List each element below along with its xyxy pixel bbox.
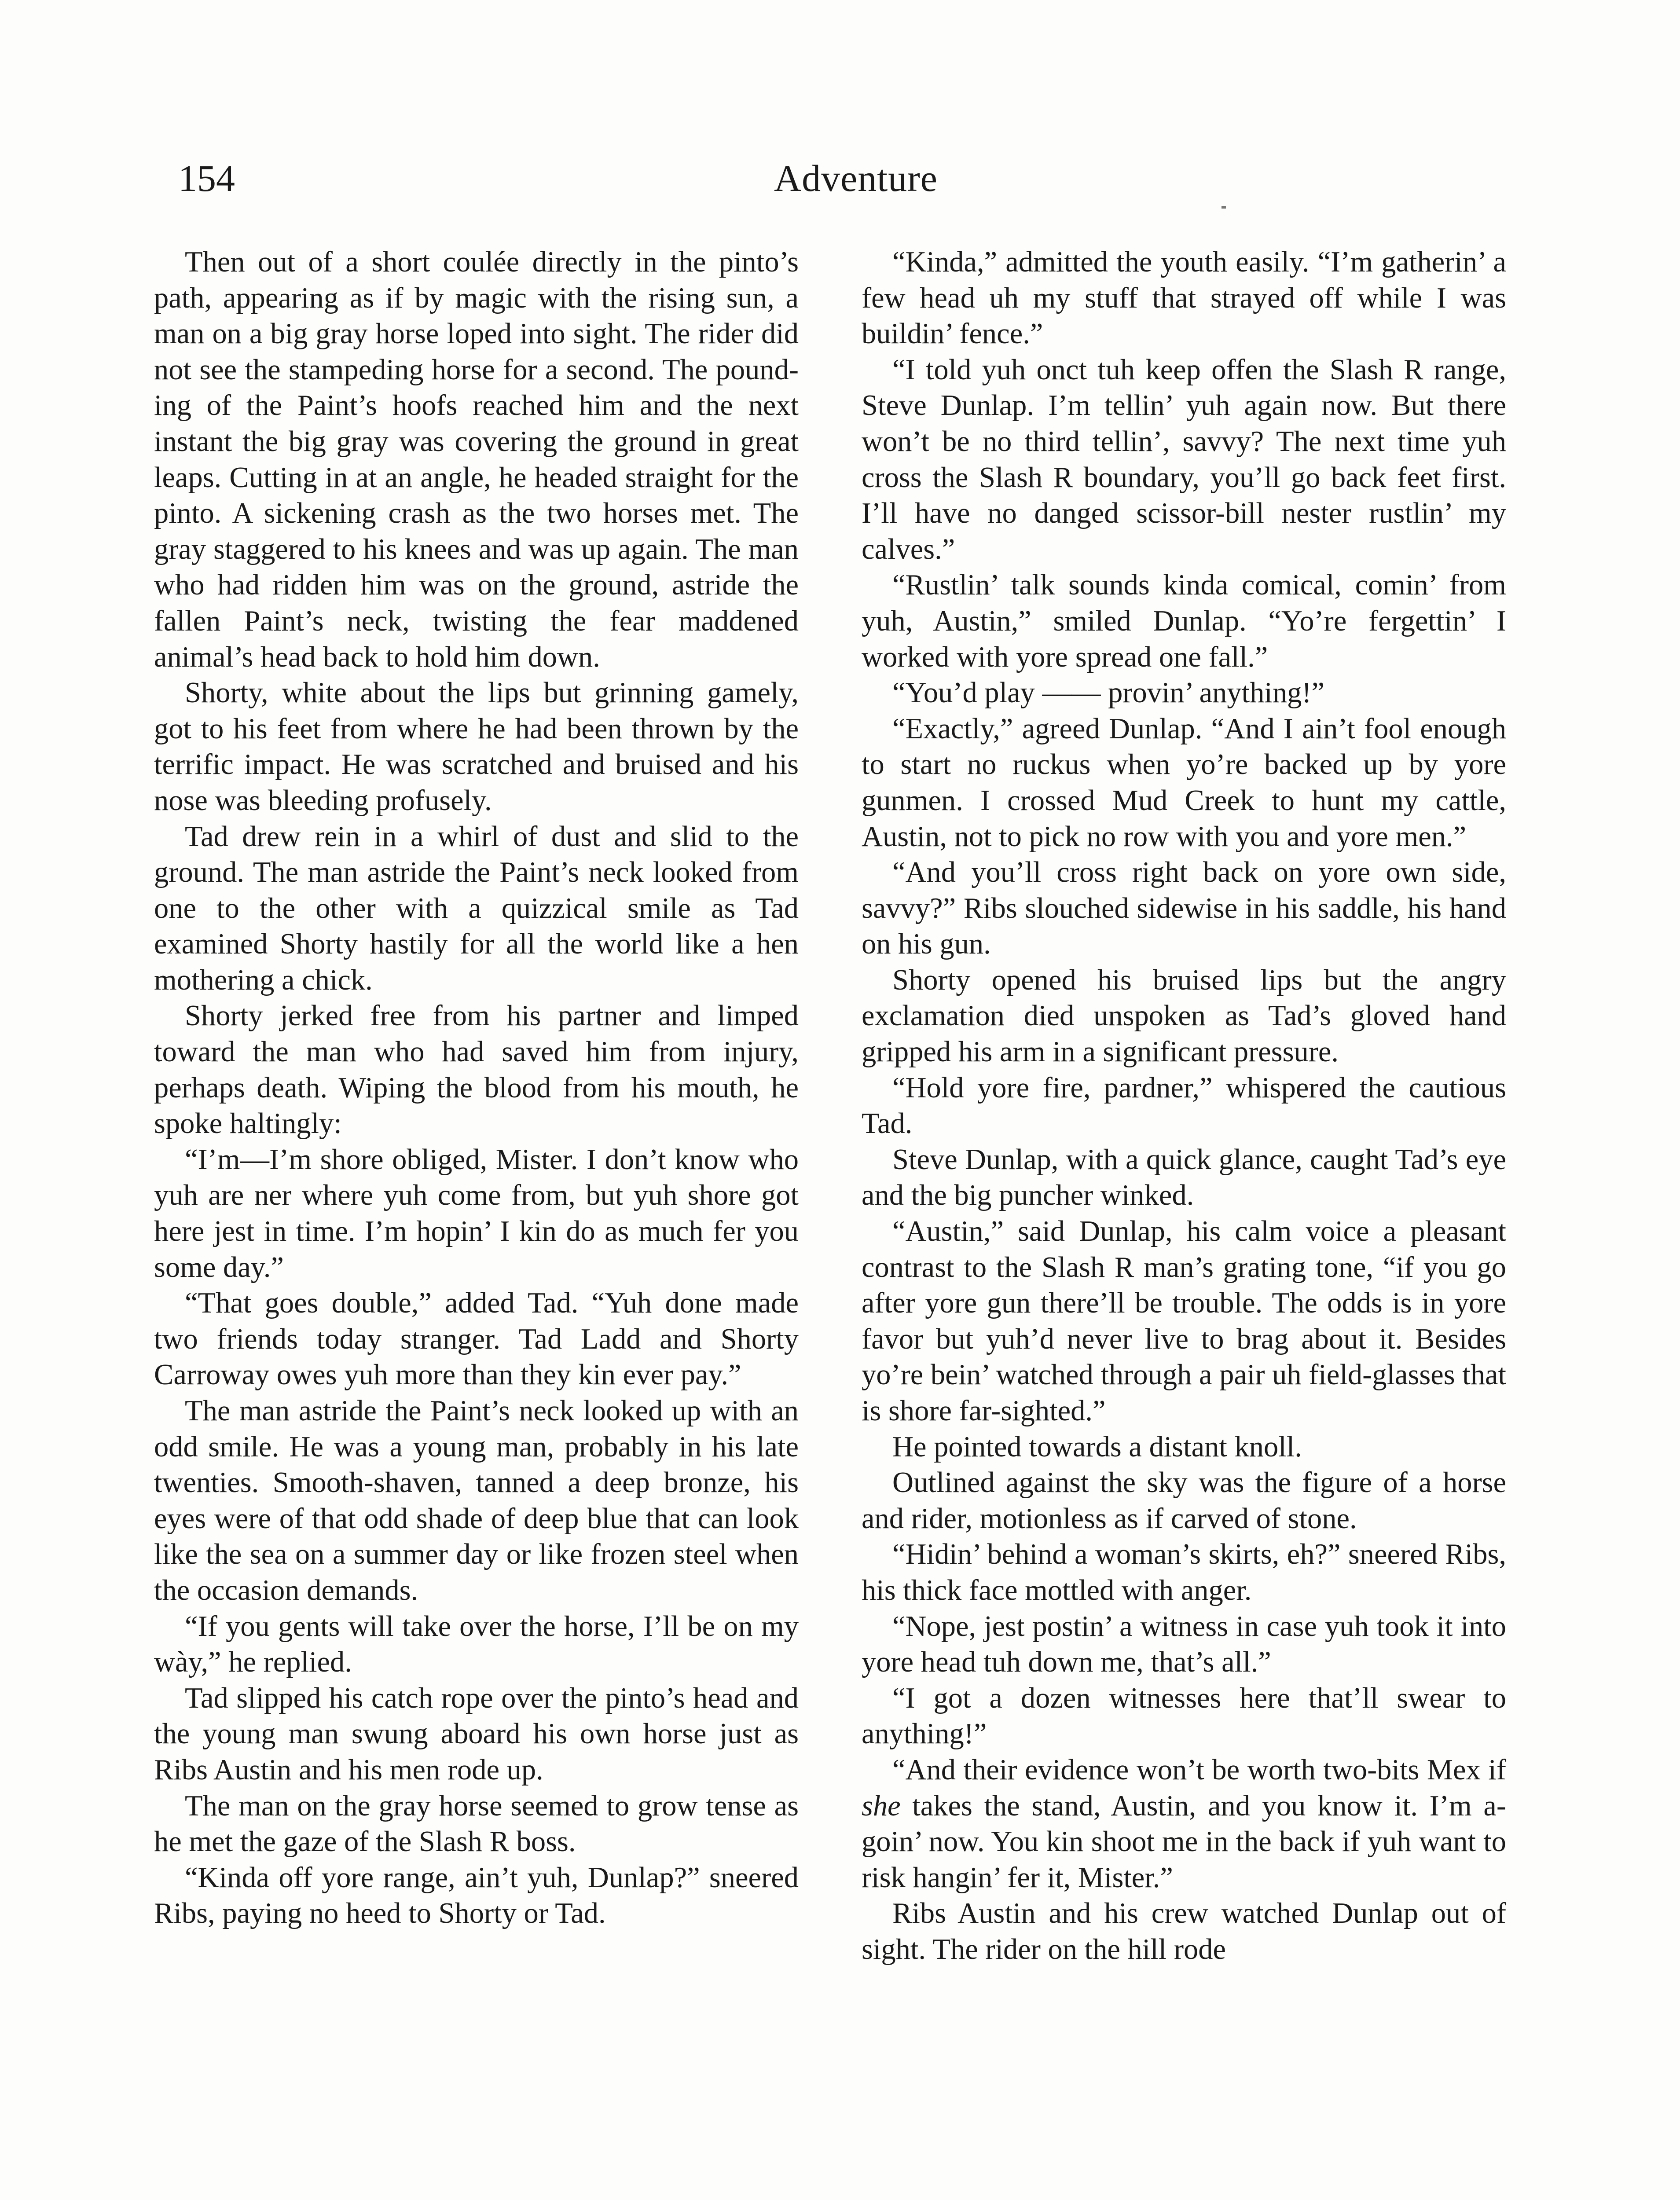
paragraph: The man astride the Paint’s neck looked up with an odd smile. He was a young man, probably in his late twenties. Smooth-shaven, tanned a deep bronze, his eyes were of that odd shade of deep blue that can look like the sea on a summer day or like frozen steel when the occasion demands.	[154, 1395, 799, 1606]
italic-emphasis-text: “And their evidence won’t be worth two-bits Mex if she takes the stand, Austin, and you know it. I’m a-goin’ now. You kin shoot me in the back if yuh want to risk hangin’ fer it, Mister.”	[862, 1753, 1506, 1894]
paragraph: Then out of a short coulée directly in the pinto’s path, appearing as if by magic with the rising sun, a man on a big gray horse loped into sight. The rider did not see the stampeding horse for a second. The pounding of the Paint’s hoofs reached him and the next instant the big gray was covering the ground in great leaps. Cutting in at an angle, he headed straight for the pinto. A sickening crash as the two horses met. The gray staggered to his knees and was up again. The man who had ridden him was on the ground, astride the fallen Paint’s neck, twisting the fear maddened animal’s head back to hold him down.	[154, 246, 799, 673]
magazine-title: Adventure	[774, 157, 938, 199]
paragraph: He pointed towards a distant knoll.	[892, 1430, 1302, 1463]
paragraph: “Hidin’ behind a woman’s skirts, eh?” sneered Ribs, his thick face mottled with anger.	[862, 1538, 1506, 1606]
italic-word: she	[862, 1789, 901, 1822]
paragraph: “Rustlin’ talk sounds kinda comical, comin’ from yuh, Austin,” smiled Dunlap. “Yo’re fergettin’ I worked with yore spread one fall.”	[862, 569, 1506, 673]
paragraph: Ribs Austin and his crew watched Dunlap out of sight. The rider on the hill rode	[862, 1897, 1506, 1965]
paragraph: Steve Dunlap, with a quick glance, caught Tad’s eye and the big puncher winked.	[862, 1143, 1506, 1212]
paragraph: The man on the gray horse seemed to grow tense as he met the gaze of the Slash R boss.	[154, 1789, 799, 1858]
paragraph: “Austin,” said Dunlap, his calm voice a pleasant contrast to the Slash R man’s grating tone, “if you go after yore gun there’ll be trouble. The odds is in yore favor but yuh’d never live to brag about it. Besides yo’re bein’ watched through a pair uh field-glasses that is shore far-sighted.”	[862, 1215, 1506, 1427]
print-speck	[1221, 206, 1226, 209]
paragraph: “I got a dozen witnesses here that’ll swear to anything!”	[862, 1682, 1506, 1750]
paragraph: Tad drew rein in a whirl of dust and slid to the ground. The man astride the Paint’s neck looked from one to the other with a quizzical smile as Tad examined Shorty hastily for all the world like a hen mothering a chick.	[154, 820, 799, 996]
paragraph: “Nope, jest postin’ a witness in case yuh took it into yore head tuh down me, that’s all.”	[862, 1610, 1506, 1679]
paragraph-with-italic	[862, 1752, 1506, 1896]
paragraph: “I told yuh onct tuh keep offen the Slash R range, Steve Dunlap. I’m tellin’ yuh again now. But there won’t be no third tellin’, savvy? The next time yuh cross the Slash R boundary, you’ll go back feet first. I’ll have no danged scissor-bill nester rustlin’ my calves.”	[862, 353, 1506, 565]
paragraph: “That goes double,” added Tad. “Yuh done made two friends today stranger. Tad Ladd and Shorty Carroway owes yuh more than they kin ever pay.”	[154, 1287, 799, 1391]
paragraph: “I’m—I’m shore obliged, Mister. I don’t know who yuh are ner where yuh come from, but yuh shore got here jest in time. I’m hopin’ I kin do as much fer you some day.”	[154, 1143, 799, 1283]
page-header	[178, 152, 1533, 205]
left-column	[154, 244, 799, 1932]
paragraph: “And you’ll cross right back on yore own side, savvy?” Ribs slouched sidewise in his saddle, his hand on his gun.	[862, 856, 1506, 961]
right-column	[862, 244, 1506, 1968]
paragraph: Shorty, white about the lips but grinning gamely, got to his feet from where he had been thrown by the terrific impact. He was scratched and bruised and his nose was bleeding profusely.	[154, 677, 799, 817]
paragraph: Outlined against the sky was the figure of a horse and rider, motionless as if carved of stone.	[862, 1467, 1506, 1535]
paragraph: “Exactly,” agreed Dunlap. “And I ain’t fool enough to start no ruckus when yo’re backed up by yore gunmen. I crossed Mud Creek to hunt my cattle, Austin, not to pick no row with you and yore men.”	[862, 712, 1506, 853]
paragraph: “You’d play —— provin’ anything!”	[892, 677, 1324, 709]
paragraph: Tad slipped his catch rope over the pinto’s head and the young man swung aboard his own horse just as Ribs Austin and his men rode up.	[154, 1682, 799, 1786]
paragraph: Shorty opened his bruised lips but the angry exclamation died unspoken as Tad’s gloved hand gripped his arm in a significant pressure.	[862, 964, 1506, 1068]
paragraph: “If you gents will take over the horse, I’ll be on my wày,” he replied.	[154, 1610, 799, 1679]
paragraph: “Hold yore fire, pardner,” whispered the cautious Tad.	[862, 1071, 1506, 1140]
paragraph: “Kinda off yore range, ain’t yuh, Dunlap?” sneered Ribs, paying no heed to Shorty or Tad.	[154, 1861, 799, 1930]
paragraph: “Kinda,” admitted the youth easily. “I’m gatherin’ a few head uh my stuff that strayed off while I was buildin’ fence.”	[862, 246, 1506, 350]
paragraph: Shorty jerked free from his partner and limped toward the man who had saved him from injury, perhaps death. Wiping the blood from his mouth, he spoke haltingly:	[154, 1000, 799, 1140]
page-number: 154	[178, 157, 235, 199]
